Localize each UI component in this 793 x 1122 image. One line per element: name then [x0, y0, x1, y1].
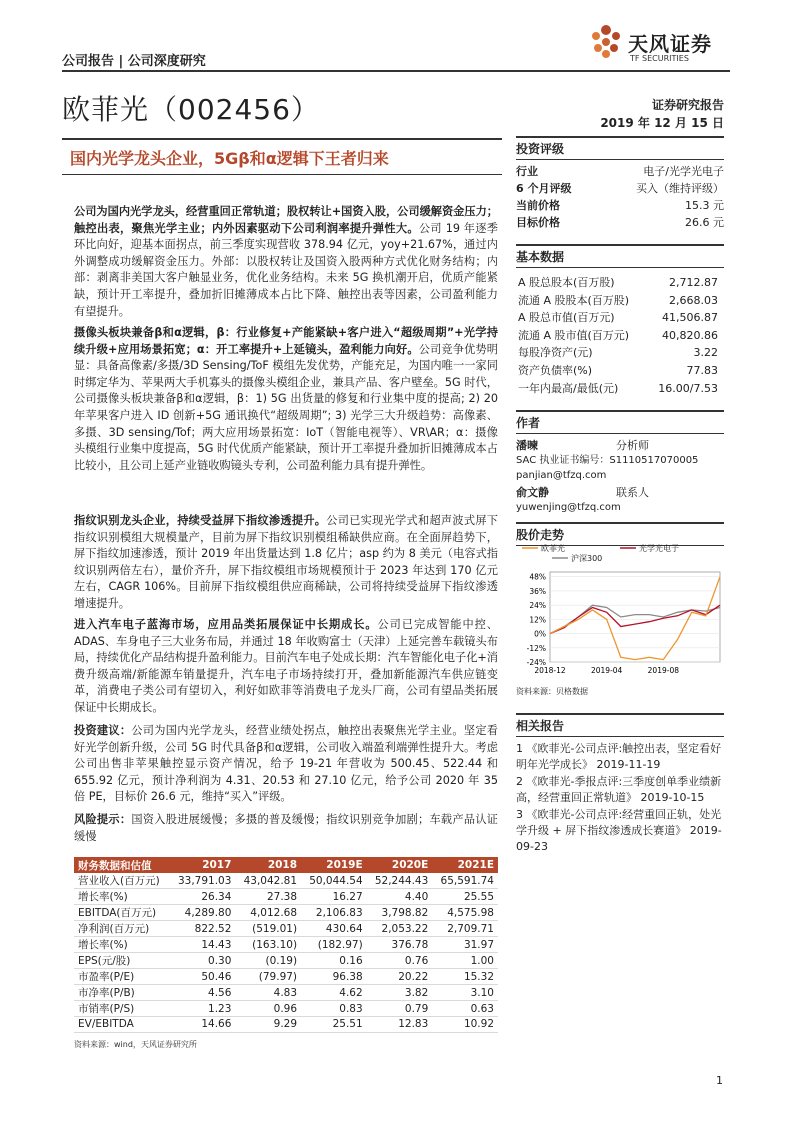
table-cell: 净利润(百万元) — [74, 921, 170, 937]
table-cell: 2,053.22 — [367, 921, 433, 937]
table-cell: 15.32 — [432, 969, 498, 985]
table-row — [74, 921, 498, 937]
company-name: 欧菲光（002456） — [62, 93, 320, 126]
authors-title: 作者 — [516, 410, 724, 434]
table-header-cell: 2021E — [432, 857, 498, 873]
table-header-cell: 2019E — [301, 857, 367, 873]
analyst-1-email[interactable]: panjian@tfzq.com — [516, 470, 607, 481]
table-cell: 0.76 — [367, 953, 433, 969]
y-tick-label: 12% — [529, 615, 546, 625]
paragraph-4-text: 公司已完成智能中控、ADAS、车身电子三大业务布局，并通过 18 年收购富士（天津）上延完善车载镜头布局，持续优化产品结构提升盈利能力。目前汽车电子处成长期：汽车智能化电子化+消费升级高端/新能源车销量提升，汽车电子市场持续打开，叠加新能源汽车供应链变革，消费电子类公司有望切入，利好如欧菲等消费电子龙头厂商，公司有望品类拓展保证中长期成长。 — [74, 618, 498, 714]
basic-data-row-value: 2,712.87 — [669, 276, 718, 289]
table-cell: (163.10) — [235, 937, 301, 953]
table-cell: 市盈率(P/E) — [74, 969, 170, 985]
table-cell: 0.83 — [301, 1001, 367, 1017]
header-divider — [62, 70, 730, 72]
legend-label: 光学光电子 — [639, 544, 679, 553]
legend-label: 沪深300 — [571, 554, 603, 563]
analyst-1 — [516, 438, 724, 483]
logo-text-en: TF SECURITIES — [630, 54, 689, 63]
title-bottom-rule — [62, 174, 502, 175]
basic-data-row-label: 流通 A 股市值(百万元) — [518, 328, 630, 342]
table-cell: 4,575.98 — [432, 905, 498, 921]
logo-text-cn: 天风证券 — [628, 32, 712, 56]
basic-data-row — [516, 344, 724, 362]
paragraph-1-lead: 公司为国内光学龙头，经营重回正常轨道；股权转让+国资入股，公司缓解资金压力；触控出表，聚焦光学主业；内外因素驱动下公司利润率提升弹性大。 — [74, 205, 498, 235]
basic-data-row — [516, 362, 724, 380]
table-row — [74, 953, 498, 969]
table-cell: 14.43 — [170, 937, 236, 953]
analyst-1-name: 潘暕 — [516, 439, 538, 452]
brand-logo — [588, 20, 728, 68]
table-cell: 0.63 — [432, 1001, 498, 1017]
rating-row-value: 15.3 元 — [685, 199, 724, 212]
table-cell: 4.56 — [170, 985, 236, 1001]
y-tick-label: 36% — [529, 586, 546, 596]
table-header-cell: 2017 — [170, 857, 236, 873]
table-cell: 市净率(P/B) — [74, 985, 170, 1001]
paragraph-5-lead: 投资建议： — [74, 724, 132, 737]
headline: 国内光学龙头企业，5Gβ和α逻辑下王者归来 — [70, 149, 389, 168]
table-cell: 4.62 — [301, 985, 367, 1001]
paragraph-5 — [74, 723, 498, 806]
rating-row — [516, 214, 724, 231]
analyst-2 — [516, 485, 724, 515]
table-cell: 20.22 — [367, 969, 433, 985]
basic-data-row-value: 40,820.86 — [662, 328, 718, 342]
table-row — [74, 889, 498, 905]
table-cell: 33,791.03 — [170, 873, 236, 889]
paragraph-4-lead: 进入汽车电子蓝海市场，应用品类拓展保证中长期成长。 — [74, 618, 378, 631]
analyst-2-email[interactable]: yuwenjing@tfzq.com — [516, 502, 621, 513]
table-cell: EPS(元/股) — [74, 953, 170, 969]
y-tick-label: -24% — [526, 658, 546, 667]
rating-panel — [516, 136, 724, 231]
table-cell: (0.19) — [235, 953, 301, 969]
table-row — [74, 873, 498, 889]
price-chart — [516, 540, 726, 680]
paragraph-2-lead: 摄像头板块兼备β和α逻辑，β：行业修复+产能紧缺+客户进入“超级周期”+光学持续升级+应用场景拓宽；α：开工率提升+上延镜头，盈利能力向好。 — [74, 326, 498, 356]
table-row — [74, 905, 498, 921]
table-cell: 25.55 — [432, 889, 498, 905]
table-cell: 0.30 — [170, 953, 236, 969]
table-cell: 3.10 — [432, 985, 498, 1001]
related-reports-panel — [516, 713, 724, 856]
table-cell: 4.40 — [367, 889, 433, 905]
table-cell: 4,012.68 — [235, 905, 301, 921]
analyst-1-role: 分析师 — [616, 439, 649, 452]
rating-row — [516, 197, 724, 214]
rating-row-value: 买入（维持评级） — [636, 182, 724, 195]
rating-row-value: 26.6 元 — [685, 216, 724, 229]
basic-data-row-label: 一年内最高/最低(元) — [518, 381, 619, 395]
table-cell: 0.16 — [301, 953, 367, 969]
y-tick-label: 0% — [534, 629, 546, 639]
rating-title: 投资评级 — [516, 136, 724, 160]
table-cell: (79.97) — [235, 969, 301, 985]
paragraph-4 — [74, 617, 498, 717]
financial-table — [74, 857, 498, 1033]
table-cell: 43,042.81 — [235, 873, 301, 889]
authors-panel — [516, 410, 724, 515]
table-row — [74, 969, 498, 985]
table-header-cell: 2018 — [235, 857, 301, 873]
basic-data-row-label: 每股净资产(元) — [518, 346, 593, 360]
y-tick-label: -12% — [526, 643, 546, 653]
basic-data-row-value: 3.22 — [693, 346, 718, 360]
table-cell: EBITDA(百万元) — [74, 905, 170, 921]
x-tick-label: 2018-12 — [534, 666, 566, 675]
paragraph-3 — [74, 513, 498, 613]
price-chart-title: 股价走势 — [516, 522, 724, 546]
table-cell: 26.34 — [170, 889, 236, 905]
table-cell: 市销率(P/S) — [74, 1001, 170, 1017]
analyst-1-sac: SAC 执业证书编号：S1110517070005 — [516, 455, 699, 466]
basic-data-row — [516, 327, 724, 345]
table-cell: 31.97 — [432, 937, 498, 953]
related-report-link[interactable]: 1 《欧菲光-公司点评:触控出表，坚定看好明年光学成长》 2019-11-19 — [516, 742, 722, 771]
rating-row-label: 当前价格 — [516, 199, 560, 212]
table-cell: 50.46 — [170, 969, 236, 985]
paragraph-3-text: 公司已实现光学式和超声波式屏下指纹识别模组大规模量产，目前为屏下指纹识别模组稀缺供应商。在全面屏趋势下，屏下指纹加速渗透，预计 2019 年出货量达到 1.8 亿片；asp 约为 8 美元（电容式指纹识别两倍左右），量价齐升，屏下指纹模组市场规模预计于 2023 年达到 170 亿元左右，CAGR 106%。目前屏下指纹模组供应商稀缺，公司将持续受益屏下指纹渗透增速提升。 — [74, 514, 498, 610]
price-chart-source: 资料来源：贝格数据 — [516, 687, 588, 696]
paragraph-3-lead: 指纹识别龙头企业，持续受益屏下指纹渗透提升。 — [74, 514, 327, 527]
table-cell: 65,591.74 — [432, 873, 498, 889]
paragraph-6-lead: 风险提示： — [74, 813, 132, 826]
rating-row — [516, 163, 724, 180]
paragraph-2 — [74, 325, 498, 474]
table-row — [74, 985, 498, 1001]
table-cell: 25.51 — [301, 1017, 367, 1033]
table-cell: 822.52 — [170, 921, 236, 937]
plot-area — [550, 572, 720, 662]
paragraph-1-text: 公司 19 年逐季环比向好，迎基本面拐点，前三季度实现营收 378.94 亿元，yoy+21.67%，通过内外调整成功缓解资金压力。外部：以股权转让及国资入股两种方式优化财务结构；内部：剥离非美国大客户触显业务，优化业务结构。未来 5G 换机潮开启，优质产能紧缺，预计开工率提升，叠加折旧摊薄成本占比下降、触控出表等因素，公司盈利能力有望提升。 — [74, 221, 498, 318]
table-cell: 1.23 — [170, 1001, 236, 1017]
basic-data-row-label: A 股总市值(百万元) — [518, 311, 615, 325]
table-cell: EV/EBITDA — [74, 1017, 170, 1033]
paragraph-6-text: 国资入股进展缓慢；多摄的普及缓慢；指纹识别竞争加剧；车载产品认证缓慢 — [74, 813, 498, 843]
price-chart-svg — [516, 540, 726, 678]
table-cell: 50,044.54 — [301, 873, 367, 889]
financial-table-source: 资料来源：wind，天风证券研究所 — [74, 1039, 197, 1049]
paragraph-1 — [74, 204, 498, 320]
basic-data-panel — [516, 244, 724, 397]
breadcrumb: 公司报告 | 公司深度研究 — [62, 54, 206, 69]
table-cell: 14.66 — [170, 1017, 236, 1033]
table-cell: 3.82 — [367, 985, 433, 1001]
paragraph-2-text: 公司竞争优势明显：具备高像素/多摄/3D Sensing/ToF 模组先发优势，产能充足，为国内唯一一家同时绑定华为、苹果两大手机寡头的摄像头模组企业，兼具产品、客户壁垒。5G 时代，公司摄像头板块兼备β和α逻辑，β：1) 5G 出货量的修复和行业集中度的提高; 2) 20 年苹果客户进入 ID 创新+5G 通讯换代“超级周期”; 3) 光学三大升级趋势：高像素、多摄、3D sensing/Tof；两大应用场景拓宽：IoT（智能电视等）、VR\AR；α：摄像头模组行业集中度提高，5G 时代优质产能紧缺，预计开工率提升叠加折旧摊薄成本占比较小，且公司上延产业链收购镜头专利，公司盈利能力具有提升弹性。 — [74, 342, 498, 472]
related-report-link[interactable]: 2 《欧菲光-季报点评:三季度创单季业绩新高，经营重回正常轨道》 2019-10-15 — [516, 775, 722, 804]
title-top-rule — [62, 138, 502, 140]
table-cell: 营业收入(百万元) — [74, 873, 170, 889]
report-type: 证券研究报告 — [651, 98, 724, 112]
paragraph-6 — [74, 812, 498, 845]
table-cell: 96.38 — [301, 969, 367, 985]
rating-row-label: 目标价格 — [516, 216, 560, 229]
basic-data-row-label: 资产负债率(%) — [518, 363, 593, 377]
table-cell: 27.38 — [235, 889, 301, 905]
rating-row — [516, 180, 724, 197]
table-cell: 4,289.80 — [170, 905, 236, 921]
rating-row-value: 电子/光学光电子 — [643, 165, 724, 178]
basic-data-row — [516, 309, 724, 327]
table-cell: 增长率(%) — [74, 889, 170, 905]
table-cell: 430.64 — [301, 921, 367, 937]
table-cell: (519.01) — [235, 921, 301, 937]
basic-data-title: 基本数据 — [516, 244, 724, 268]
table-cell: (182.97) — [301, 937, 367, 953]
basic-data-row — [516, 292, 724, 310]
table-cell: 3,798.82 — [367, 905, 433, 921]
table-row — [74, 1017, 498, 1033]
table-header-cell: 财务数据和估值 — [74, 857, 170, 873]
related-report-link[interactable]: 3 《欧菲光-公司点评:经营重回正轨，处光学升级 + 屏下指纹渗透成长赛道》 2019-09-23 — [516, 808, 722, 853]
table-cell: 376.78 — [367, 937, 433, 953]
basic-data-row — [516, 380, 724, 398]
financial-table-wrap — [74, 857, 498, 1050]
rating-row-label: 6 个月评级 — [516, 182, 572, 195]
analyst-2-name: 俞文静 — [516, 486, 549, 499]
table-cell: 增长率(%) — [74, 937, 170, 953]
table-cell: 10.92 — [432, 1017, 498, 1033]
analyst-2-role: 联系人 — [616, 486, 649, 499]
related-reports-title: 相关报告 — [516, 713, 724, 737]
table-cell: 52,244.43 — [367, 873, 433, 889]
basic-data-row-value: 16.00/7.53 — [658, 381, 718, 395]
basic-data-row-value: 2,668.03 — [669, 293, 718, 307]
page-number: 1 — [716, 1074, 723, 1087]
table-cell: 12.83 — [367, 1017, 433, 1033]
table-cell: 4.83 — [235, 985, 301, 1001]
table-cell: 0.79 — [367, 1001, 433, 1017]
x-tick-label: 2019-08 — [647, 666, 680, 675]
table-row — [74, 1001, 498, 1017]
basic-data-row-value: 77.83 — [686, 363, 718, 377]
basic-data-row — [516, 274, 724, 292]
rating-row-label: 行业 — [516, 165, 538, 178]
y-tick-label: 24% — [529, 601, 546, 611]
table-header-cell: 2020E — [367, 857, 433, 873]
basic-data-row-label: A 股总股本(百万股) — [518, 276, 615, 289]
flower-logo-icon — [588, 22, 624, 62]
paragraph-5-text: 公司为国内光学龙头，经营业绩处拐点，触控出表聚焦光学主业。坚定看好光学创新升级，公司 5G 时代具备β和α逻辑，公司收入端盈利端弹性提升大。考虑公司出售非苹果触控显示资产情况，给予 19-21 年营收为 500.45、522.44 和 655.92 亿元，预计净利润为 4.31、20.53 和 27.10 亿元，给予公司 2020 年 35 倍 PE，目标价 26.6 元，维持“买入”评级。 — [74, 724, 498, 804]
basic-data-row-value: 41,506.87 — [662, 311, 718, 325]
table-cell: 2,106.83 — [301, 905, 367, 921]
y-tick-label: 48% — [529, 572, 546, 582]
table-cell: 9.29 — [235, 1017, 301, 1033]
table-cell: 0.96 — [235, 1001, 301, 1017]
table-cell: 16.27 — [301, 889, 367, 905]
basic-data-row-label: 流通 A 股股本(百万股) — [518, 293, 630, 307]
legend-label: 欧菲光 — [541, 544, 565, 553]
table-row — [74, 937, 498, 953]
table-cell: 2,709.71 — [432, 921, 498, 937]
x-tick-label: 2019-04 — [590, 666, 623, 675]
table-cell: 1.00 — [432, 953, 498, 969]
report-date: 2019 年 12 月 15 日 — [600, 116, 724, 130]
